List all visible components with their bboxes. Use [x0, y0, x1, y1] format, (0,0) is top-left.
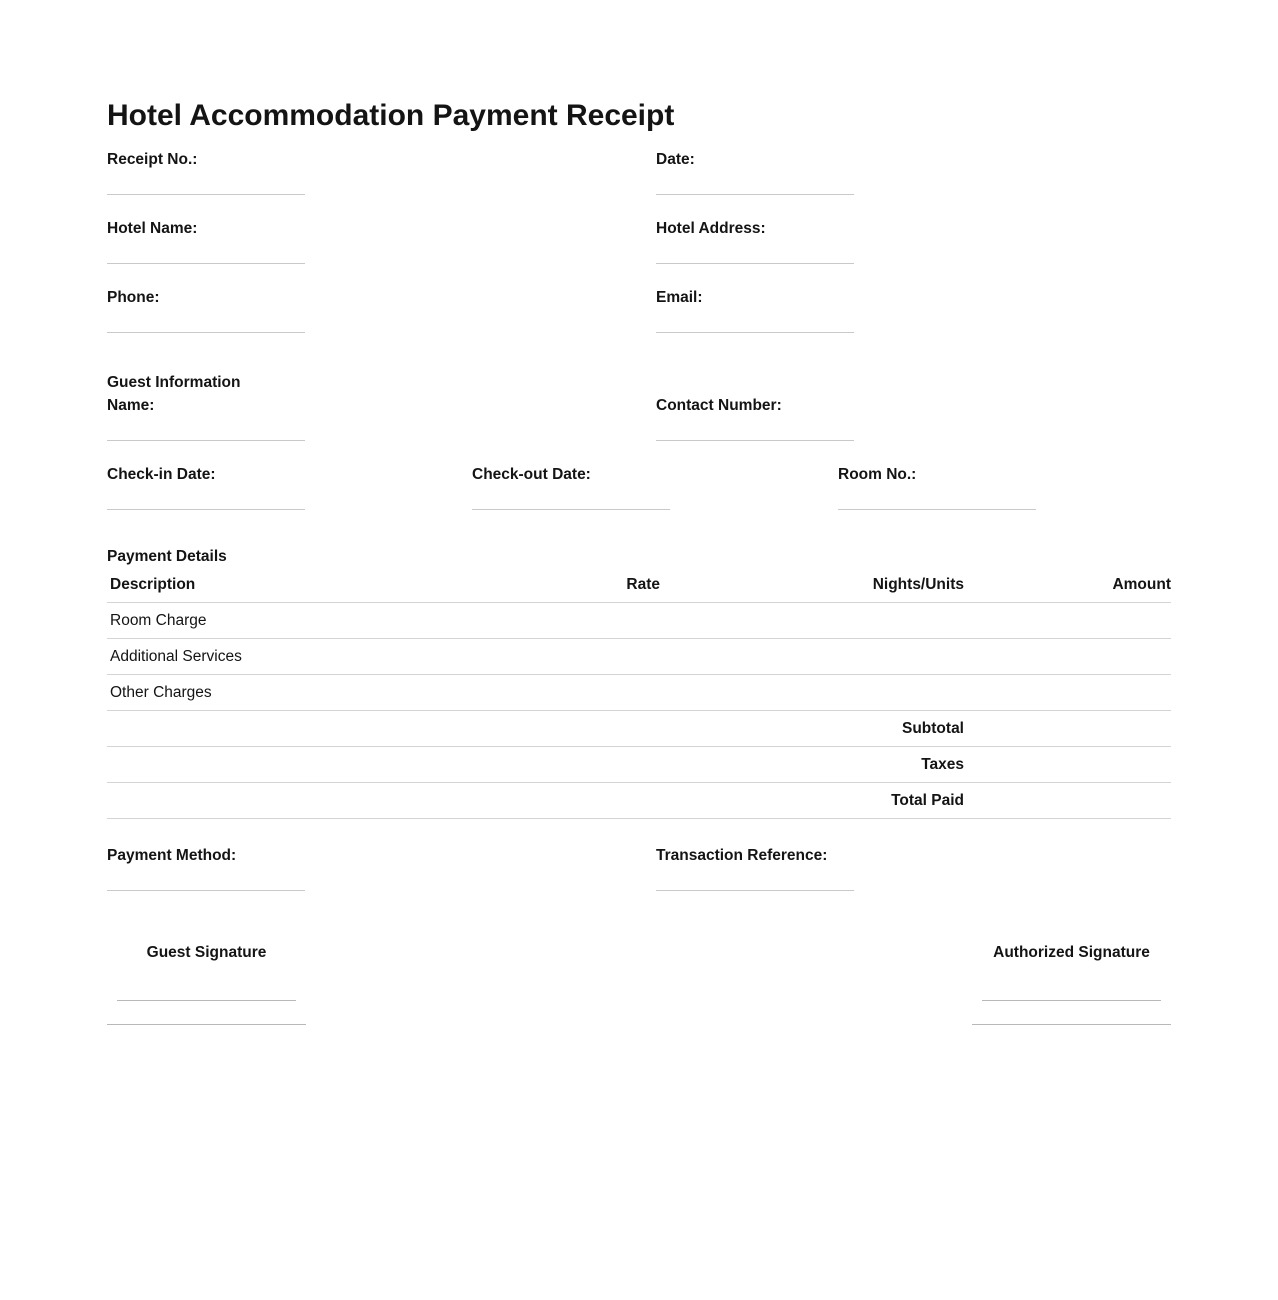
field-hotel-name — [107, 219, 305, 264]
guest-signature-label: Guest Signature — [146, 944, 267, 961]
check-out-date-input[interactable] — [472, 488, 670, 510]
field-date — [656, 150, 854, 195]
field-transaction-reference — [656, 846, 854, 891]
guest-name-label: Name: — [107, 397, 155, 414]
check-in-date-label: Check-in Date: — [107, 466, 216, 483]
receipt-no-input[interactable] — [107, 173, 305, 195]
field-email — [656, 288, 854, 333]
table-row-room-charge — [107, 603, 1171, 639]
authorized-signature-line[interactable] — [972, 1024, 1171, 1025]
row-description: Additional Services — [110, 647, 242, 665]
authorized-signature-label: Authorized Signature — [993, 944, 1150, 961]
table-row-taxes — [107, 747, 1171, 783]
payment-details-heading: Payment Details — [107, 548, 227, 565]
field-payment-method — [107, 846, 305, 891]
field-receipt-no — [107, 150, 305, 195]
subtotal-label: Subtotal — [902, 719, 964, 737]
transaction-reference-input[interactable] — [656, 869, 854, 891]
table-row-additional-services — [107, 639, 1171, 675]
taxes-label: Taxes — [921, 755, 964, 773]
row-hotel-name-address — [107, 219, 1171, 264]
field-check-in-date — [107, 465, 305, 510]
email-input[interactable] — [656, 311, 854, 333]
row-name-contact — [107, 396, 1171, 441]
total-paid-label: Total Paid — [891, 791, 964, 809]
table-row-other-charges — [107, 675, 1171, 711]
hotel-name-label: Hotel Name: — [107, 220, 198, 237]
authorized-signature-line[interactable] — [982, 1000, 1161, 1001]
row-receipt-date — [107, 150, 1171, 195]
room-no-input[interactable] — [838, 488, 1036, 510]
table-row-subtotal — [107, 711, 1171, 747]
row-payment-method-reference — [107, 846, 1171, 891]
hotel-address-input[interactable] — [656, 242, 854, 264]
payment-method-label: Payment Method: — [107, 847, 237, 864]
guest-signature-line[interactable] — [117, 1000, 296, 1001]
header-rate: Rate — [626, 575, 660, 593]
guest-name-input[interactable] — [107, 419, 305, 441]
guest-signature-line[interactable] — [107, 1024, 306, 1025]
phone-label: Phone: — [107, 289, 160, 306]
receipt-no-label: Receipt No.: — [107, 151, 198, 168]
contact-number-input[interactable] — [656, 419, 854, 441]
guest-information-heading: Guest Information — [107, 374, 241, 391]
payment-table — [107, 567, 1171, 819]
row-phone-email — [107, 288, 1171, 333]
header-nights-units: Nights/Units — [872, 575, 964, 593]
hotel-name-input[interactable] — [107, 242, 305, 264]
payment-table-header-row — [107, 567, 1171, 603]
guest-signature-block — [107, 943, 306, 1025]
field-phone — [107, 288, 305, 333]
row-description: Room Charge — [110, 611, 207, 629]
check-out-date-label: Check-out Date: — [472, 466, 591, 483]
room-no-label: Room No.: — [838, 466, 917, 483]
page-title: Hotel Accommodation Payment Receipt — [107, 99, 675, 132]
hotel-address-label: Hotel Address: — [656, 220, 766, 237]
check-in-date-input[interactable] — [107, 488, 305, 510]
header-amount: Amount — [1112, 575, 1171, 593]
authorized-signature-block — [972, 943, 1171, 1025]
field-check-out-date — [472, 465, 670, 510]
payment-method-input[interactable] — [107, 869, 305, 891]
field-guest-name — [107, 396, 305, 441]
row-stay-dates — [107, 465, 1171, 510]
contact-number-label: Contact Number: — [656, 397, 782, 414]
field-contact-number — [656, 396, 854, 441]
date-label: Date: — [656, 151, 695, 168]
table-row-total-paid — [107, 783, 1171, 819]
phone-input[interactable] — [107, 311, 305, 333]
email-label: Email: — [656, 289, 703, 306]
field-hotel-address — [656, 219, 854, 264]
field-room-no — [838, 465, 1036, 510]
date-input[interactable] — [656, 173, 854, 195]
signature-row — [107, 943, 1171, 1025]
row-description: Other Charges — [110, 683, 212, 701]
transaction-reference-label: Transaction Reference: — [656, 847, 828, 864]
header-description: Description — [110, 575, 196, 593]
